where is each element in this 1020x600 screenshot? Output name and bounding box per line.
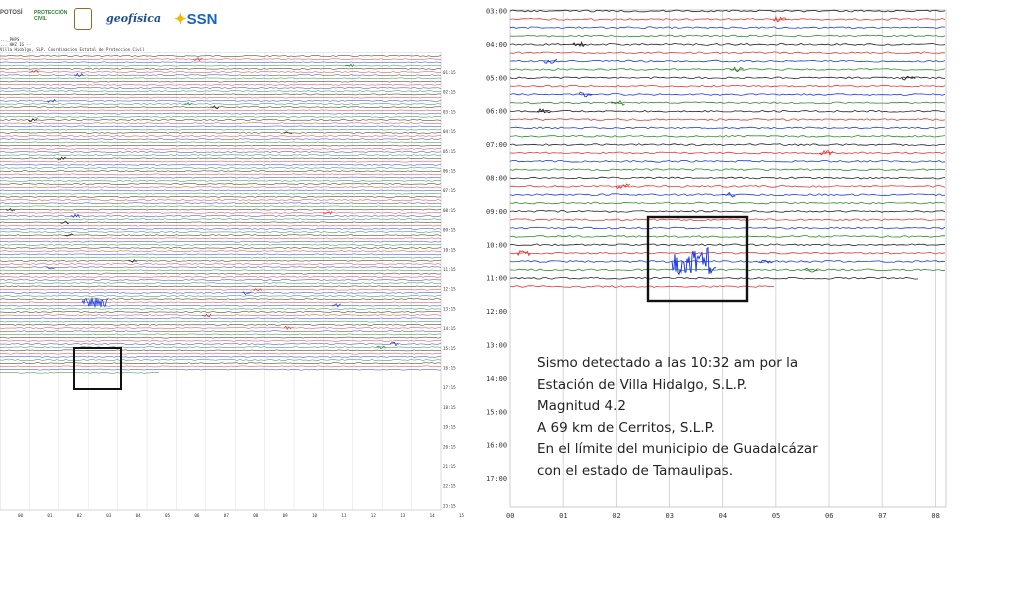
left-trace-line: [0, 120, 441, 121]
left-time-label: 20:15: [443, 444, 456, 450]
caption-line: En el límite del municipio de Guadalcázar: [537, 441, 818, 458]
left-trace-line: [0, 315, 441, 316]
left-trace-line: [0, 136, 441, 137]
left-trace-line: [0, 273, 441, 274]
header-line: Villa Hidalgo, SLP. Coordinacion Estatal de Proteccion Civil: [0, 47, 145, 52]
left-trace-line: [0, 187, 441, 188]
left-trace-line: [0, 372, 159, 373]
header-line: ..._PHPS: [0, 37, 20, 42]
left-trace-line: [0, 302, 441, 303]
left-trace-line: [0, 177, 441, 178]
left-trace-line: [0, 68, 441, 69]
left-minute-label: 01: [47, 513, 53, 518]
left-time-label: 14:15: [443, 326, 456, 332]
left-trace-line: [0, 324, 441, 325]
right-minute-label: 02: [612, 512, 621, 520]
left-trace-line: [0, 270, 441, 271]
caption-line: Estación de Villa Hidalgo, S.L.P.: [537, 376, 748, 393]
left-trace-line: [0, 353, 441, 354]
ssn-logo-text: SSN: [186, 11, 218, 28]
right-trace-line: [510, 269, 945, 271]
left-trace-line: [0, 174, 441, 175]
left-trace-line: [0, 328, 441, 329]
left-minute-label: 11: [341, 513, 347, 518]
right-trace-line: [510, 169, 945, 171]
right-minute-label: 01: [559, 512, 568, 520]
left-trace-line: [0, 363, 441, 364]
left-trace-line: [0, 318, 441, 319]
left-time-label: 19:15: [443, 424, 456, 430]
left-minute-label: 12: [370, 513, 376, 518]
right-trace-line: [510, 211, 945, 213]
caption-line: Magnitud 4.2: [537, 398, 626, 415]
left-trace-line: [0, 251, 441, 252]
left-trace-line: [0, 113, 441, 114]
left-trace-spike: [46, 267, 55, 269]
left-time-label: 13:15: [443, 306, 456, 312]
right-trace-line: [510, 252, 945, 254]
left-trace-line: [0, 161, 441, 162]
left-minute-label: 13: [400, 513, 406, 518]
right-trace-line: [510, 10, 945, 12]
right-event-highlight-box: [648, 217, 747, 301]
right-trace-line: [510, 102, 945, 104]
left-trace-line: [0, 219, 441, 220]
left-time-label: 21:15: [443, 464, 456, 469]
left-trace-line: [0, 104, 441, 105]
left-trace-line: [0, 232, 441, 233]
left-time-label: 04:15: [443, 129, 456, 135]
left-trace-line: [0, 81, 441, 82]
right-trace-line: [510, 202, 945, 204]
event-caption: [537, 353, 857, 483]
left-trace-line: [0, 142, 441, 143]
right-hour-label: 10:00: [486, 241, 508, 250]
right-minute-label: 07: [878, 512, 887, 520]
left-trace-line: [0, 366, 441, 367]
left-trace-line: [0, 241, 441, 242]
caption-line: A 69 km de Cerritos, S.L.P.: [537, 419, 715, 436]
left-trace-line: [0, 206, 441, 207]
right-trace-line: [510, 244, 945, 246]
left-trace-line: [0, 321, 441, 322]
left-time-label: 11:15: [443, 267, 456, 272]
left-time-label: 03:15: [443, 109, 456, 115]
left-trace-line: [0, 369, 441, 370]
right-trace-line: [510, 127, 945, 129]
left-time-label: 23:15: [443, 503, 456, 509]
right-trace-line: [510, 35, 945, 37]
left-trace-line: [0, 97, 441, 98]
left-trace-line: [0, 110, 441, 111]
right-trace-line: [510, 52, 945, 54]
left-trace-line: [0, 164, 441, 165]
left-trace-line: [0, 276, 441, 277]
left-time-label: 10:15: [443, 247, 456, 253]
right-trace-line: [510, 27, 945, 29]
potosi-logo: POTOSÍ: [0, 10, 23, 16]
left-minute-label: 04: [135, 513, 141, 518]
ssn-star-icon: ✦: [174, 11, 187, 28]
left-trace-line: [0, 248, 441, 249]
left-trace-line: [0, 267, 441, 268]
right-minute-label: 05: [771, 512, 781, 520]
left-trace-line: [0, 132, 441, 133]
left-trace-line: [0, 286, 441, 287]
left-time-label: 18:15: [443, 404, 456, 410]
left-trace-spike: [28, 118, 37, 121]
left-trace-line: [0, 145, 441, 146]
left-trace-line: [0, 59, 441, 60]
left-trace-line: [0, 254, 441, 255]
left-minute-label: 08: [253, 513, 259, 518]
header-line: ... HHZ IG --: [0, 42, 32, 47]
right-hour-label: 03:00: [486, 7, 508, 16]
ssn-logo: [174, 10, 217, 28]
right-trace-line: [510, 160, 945, 162]
right-hour-label: 05:00: [486, 74, 508, 83]
right-trace-line: [510, 236, 945, 238]
left-trace-line: [0, 200, 441, 201]
right-trace-line: [510, 227, 945, 229]
left-trace-line: [0, 228, 441, 229]
right-trace-line: [510, 261, 945, 263]
left-trace-spike: [345, 64, 354, 66]
right-hour-label: 15:00: [486, 408, 508, 417]
left-trace-line: [0, 84, 441, 85]
left-trace-line: [0, 340, 441, 341]
right-trace-line: [510, 152, 945, 154]
left-trace-line: [0, 299, 441, 300]
left-trace-line: [0, 356, 441, 357]
right-trace-line: [510, 186, 945, 188]
left-trace-line: [0, 155, 441, 156]
left-trace-line: [0, 334, 441, 335]
left-time-label: 06:15: [443, 168, 456, 174]
right-hour-label: 06:00: [486, 107, 508, 116]
right-trace-line: [510, 135, 945, 137]
left-minute-label: 09: [282, 513, 288, 518]
left-trace-line: [0, 184, 441, 185]
right-trace-line: [510, 219, 945, 221]
right-minute-label: 03: [665, 512, 674, 520]
left-trace-line: [0, 180, 441, 181]
left-trace-line: [0, 257, 441, 258]
right-trace-line: [510, 144, 945, 146]
left-trace-line: [0, 203, 441, 204]
right-hour-label: 08:00: [486, 174, 508, 183]
left-trace-line: [0, 312, 441, 313]
left-trace-line: [0, 260, 441, 261]
helicorder-header: [0, 37, 300, 52]
left-time-label: 05:15: [443, 148, 456, 154]
left-trace-line: [0, 216, 441, 217]
logo-bar: [0, 4, 240, 36]
left-trace-line: [0, 264, 441, 265]
left-trace-line: [0, 116, 441, 117]
right-minute-label: 00: [506, 512, 515, 520]
right-hour-label: 09:00: [486, 207, 508, 216]
left-trace-line: [0, 283, 441, 284]
left-time-label: 01:15: [443, 70, 456, 75]
left-trace-line: [0, 148, 441, 149]
right-minute-label: 04: [718, 512, 728, 520]
left-time-label: 02:15: [443, 89, 456, 95]
left-trace-line: [0, 244, 441, 245]
left-trace-spike: [47, 100, 56, 103]
right-hour-label: 12:00: [486, 308, 508, 317]
left-trace-line: [0, 305, 441, 306]
left-trace-line: [0, 292, 441, 293]
left-time-label: 22:15: [443, 483, 456, 489]
left-trace-line: [0, 190, 441, 191]
right-minute-label: 06: [825, 512, 834, 520]
right-trace-spike: [517, 251, 530, 256]
left-trace-line: [0, 158, 441, 159]
left-trace-line: [0, 129, 441, 130]
left-minute-label: 05: [165, 513, 171, 518]
right-hour-label: 04:00: [486, 40, 508, 49]
right-trace-line: [510, 69, 945, 71]
right-hour-label: 16:00: [486, 441, 508, 450]
left-trace-line: [0, 280, 441, 281]
right-trace-line: [510, 60, 945, 62]
left-time-label: 16:15: [443, 365, 456, 371]
left-trace-line: [0, 107, 441, 108]
left-trace-line: [0, 123, 441, 124]
left-trace-line: [0, 209, 441, 210]
right-hour-label: 11:00: [486, 274, 508, 283]
left-time-label: 08:15: [443, 207, 456, 213]
right-trace-line: [510, 77, 945, 79]
left-minute-label: 00: [18, 513, 24, 518]
left-trace-line: [0, 72, 441, 73]
right-trace-line: [510, 119, 945, 121]
right-trace-line: [510, 19, 945, 21]
left-trace-line: [0, 139, 441, 140]
left-minute-label: 10: [312, 513, 318, 518]
left-trace-line: [0, 152, 441, 153]
right-trace-line: [510, 94, 945, 96]
left-trace-line: [0, 126, 441, 127]
left-trace-line: [0, 308, 441, 309]
right-trace-line: [510, 177, 945, 179]
left-trace-line: [0, 100, 441, 101]
left-event-highlight-box: [74, 348, 121, 389]
right-hour-label: 07:00: [486, 141, 508, 150]
right-hour-label: 13:00: [486, 341, 508, 350]
left-minute-label: 14: [429, 513, 435, 518]
left-trace-line: [0, 94, 441, 95]
right-trace-line: [510, 110, 945, 112]
left-trace-line: [0, 350, 441, 351]
caption-line: Sismo detectado a las 10:32 am por la: [537, 355, 799, 371]
left-time-label: 12:15: [443, 286, 456, 292]
left-trace-line: [0, 225, 441, 226]
right-hour-label: 17:00: [486, 475, 508, 484]
left-minute-label: 06: [194, 513, 200, 518]
left-trace-line: [0, 171, 441, 172]
right-trace-line: [510, 286, 774, 288]
left-trace-line: [0, 168, 441, 169]
left-trace-line: [0, 212, 441, 213]
left-minute-label: 03: [106, 513, 112, 518]
left-time-label: 17:15: [443, 385, 456, 391]
left-trace-line: [0, 78, 441, 79]
proteccion-logo-line: CIVIL: [34, 16, 47, 22]
geofisica-logo: geofísica: [106, 12, 162, 25]
right-hour-label: 14:00: [486, 374, 508, 383]
left-trace-line: [0, 62, 441, 63]
left-trace-line: [0, 75, 441, 76]
left-time-label: 15:15: [443, 345, 456, 351]
right-trace-spike: [773, 17, 787, 22]
left-trace-line: [0, 344, 441, 345]
left-minute-label: 07: [223, 513, 229, 518]
left-trace-line: [0, 360, 441, 361]
left-trace-line: [0, 296, 441, 297]
right-trace-line: [510, 85, 945, 87]
left-trace-line: [0, 238, 441, 239]
proteccion-civil-logo: [34, 10, 67, 22]
left-trace-spike: [242, 292, 251, 295]
right-trace-line: [510, 277, 918, 279]
left-trace-line: [0, 65, 441, 66]
right-minute-label: 08: [931, 512, 940, 520]
left-helicorder-panel: [0, 0, 468, 522]
left-trace-line: [0, 331, 441, 332]
left-trace-line: [0, 56, 441, 57]
left-trace-line: [0, 193, 441, 194]
left-minute-label: 15: [459, 513, 465, 518]
left-trace-line: [0, 337, 441, 338]
left-trace-line: [0, 347, 441, 348]
left-time-label: 07:15: [443, 188, 456, 194]
left-trace-line: [0, 196, 441, 197]
left-minute-label: 02: [76, 513, 82, 518]
left-trace-line: [0, 289, 441, 290]
left-seismogram: [0, 52, 468, 522]
proteccion-logo-line: PROTECCIÓN: [34, 10, 68, 16]
left-trace-line: [0, 88, 441, 89]
left-time-label: 09:15: [443, 227, 456, 233]
left-trace-line: [0, 91, 441, 92]
unam-seal-icon: [74, 8, 92, 30]
caption-line: con el estado de Tamaulipas.: [537, 462, 734, 479]
